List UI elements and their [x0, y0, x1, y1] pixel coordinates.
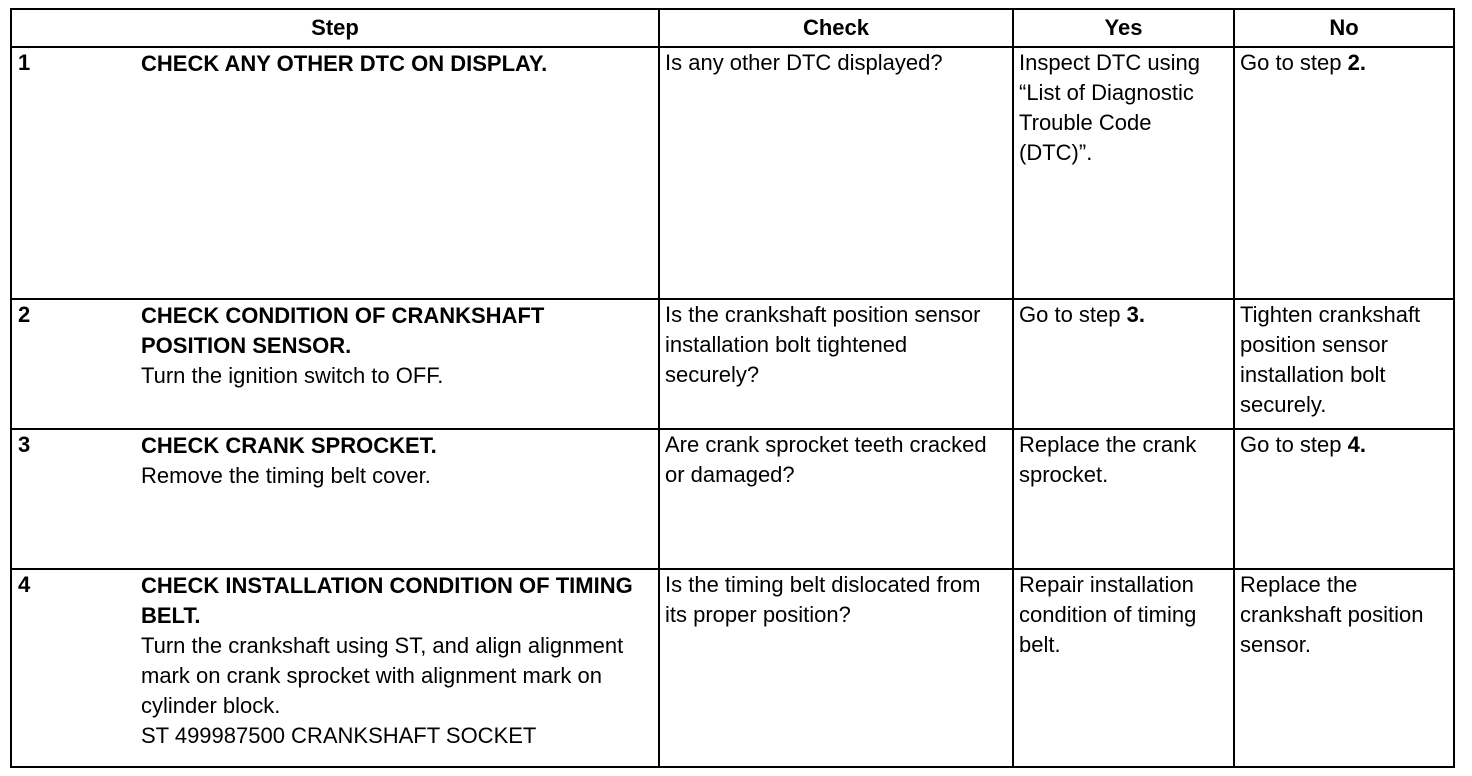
header-check: Check [659, 9, 1013, 47]
no-step-ref: 4. [1347, 432, 1366, 457]
step-body [141, 300, 653, 391]
step-detail: Remove the timing belt cover. [141, 463, 431, 488]
yes-text: Repair installation condition of timing belt. [1019, 572, 1197, 657]
header-no: No [1234, 9, 1454, 47]
header-yes: Yes [1013, 9, 1234, 47]
no-text: Go to step [1240, 432, 1348, 457]
step-cell [11, 569, 659, 767]
no-text: Replace the crankshaft position sensor. [1240, 572, 1424, 657]
step-number: 4 [18, 572, 31, 597]
table-row [11, 569, 1454, 767]
step-detail: Turn the crankshaft using ST, and align alignment mark on crank sprocket with alignment mark on cylinder block. [141, 633, 624, 718]
step-number: 2 [18, 302, 31, 327]
special-tool-line: ST 499987500 CRANKSHAFT SOCKET [141, 723, 537, 748]
step-title: CHECK CRANK SPROCKET. [141, 433, 437, 458]
yes-cell [1013, 569, 1234, 767]
yes-text: Go to step [1019, 302, 1127, 327]
table-row [11, 47, 1454, 299]
step-body [141, 570, 653, 751]
step-number: 1 [18, 50, 31, 75]
check-cell: Is the timing belt dislocated from its proper position? [659, 569, 1013, 767]
check-cell: Is the crankshaft position sensor installation bolt tightened securely? [659, 299, 1013, 429]
no-text: Go to step [1240, 50, 1348, 75]
diagnostic-table [10, 8, 1455, 768]
check-cell: Is any other DTC displayed? [659, 47, 1013, 299]
table-row [11, 429, 1454, 569]
no-text: Tighten crankshaft position sensor installation bolt securely. [1240, 302, 1421, 417]
step-detail: Turn the ignition switch to OFF. [141, 363, 444, 388]
step-cell [11, 429, 659, 569]
step-cell [11, 299, 659, 429]
no-cell [1234, 569, 1454, 767]
step-title: CHECK CONDITION OF CRANKSHAFT POSITION SENSOR. [141, 303, 545, 358]
table-row [11, 299, 1454, 429]
no-cell [1234, 429, 1454, 569]
yes-cell [1013, 429, 1234, 569]
step-body [141, 430, 653, 491]
step-cell [11, 47, 659, 299]
no-step-ref: 2. [1347, 50, 1366, 75]
no-cell [1234, 299, 1454, 429]
step-number: 3 [18, 432, 31, 457]
no-cell [1234, 47, 1454, 299]
yes-text: Replace the crank sprocket. [1019, 432, 1197, 487]
yes-step-ref: 3. [1126, 302, 1145, 327]
yes-text: Inspect DTC using “List of Diagnostic Trouble Code (DTC)”. [1019, 50, 1200, 165]
step-title: CHECK ANY OTHER DTC ON DISPLAY. [141, 51, 548, 76]
header-step: Step [11, 9, 659, 47]
yes-cell [1013, 47, 1234, 299]
step-title: CHECK INSTALLATION CONDITION OF TIMING BELT. [141, 573, 633, 628]
check-cell: Are crank sprocket teeth cracked or damaged? [659, 429, 1013, 569]
step-body [141, 48, 653, 79]
yes-cell [1013, 299, 1234, 429]
header-row [11, 9, 1454, 47]
